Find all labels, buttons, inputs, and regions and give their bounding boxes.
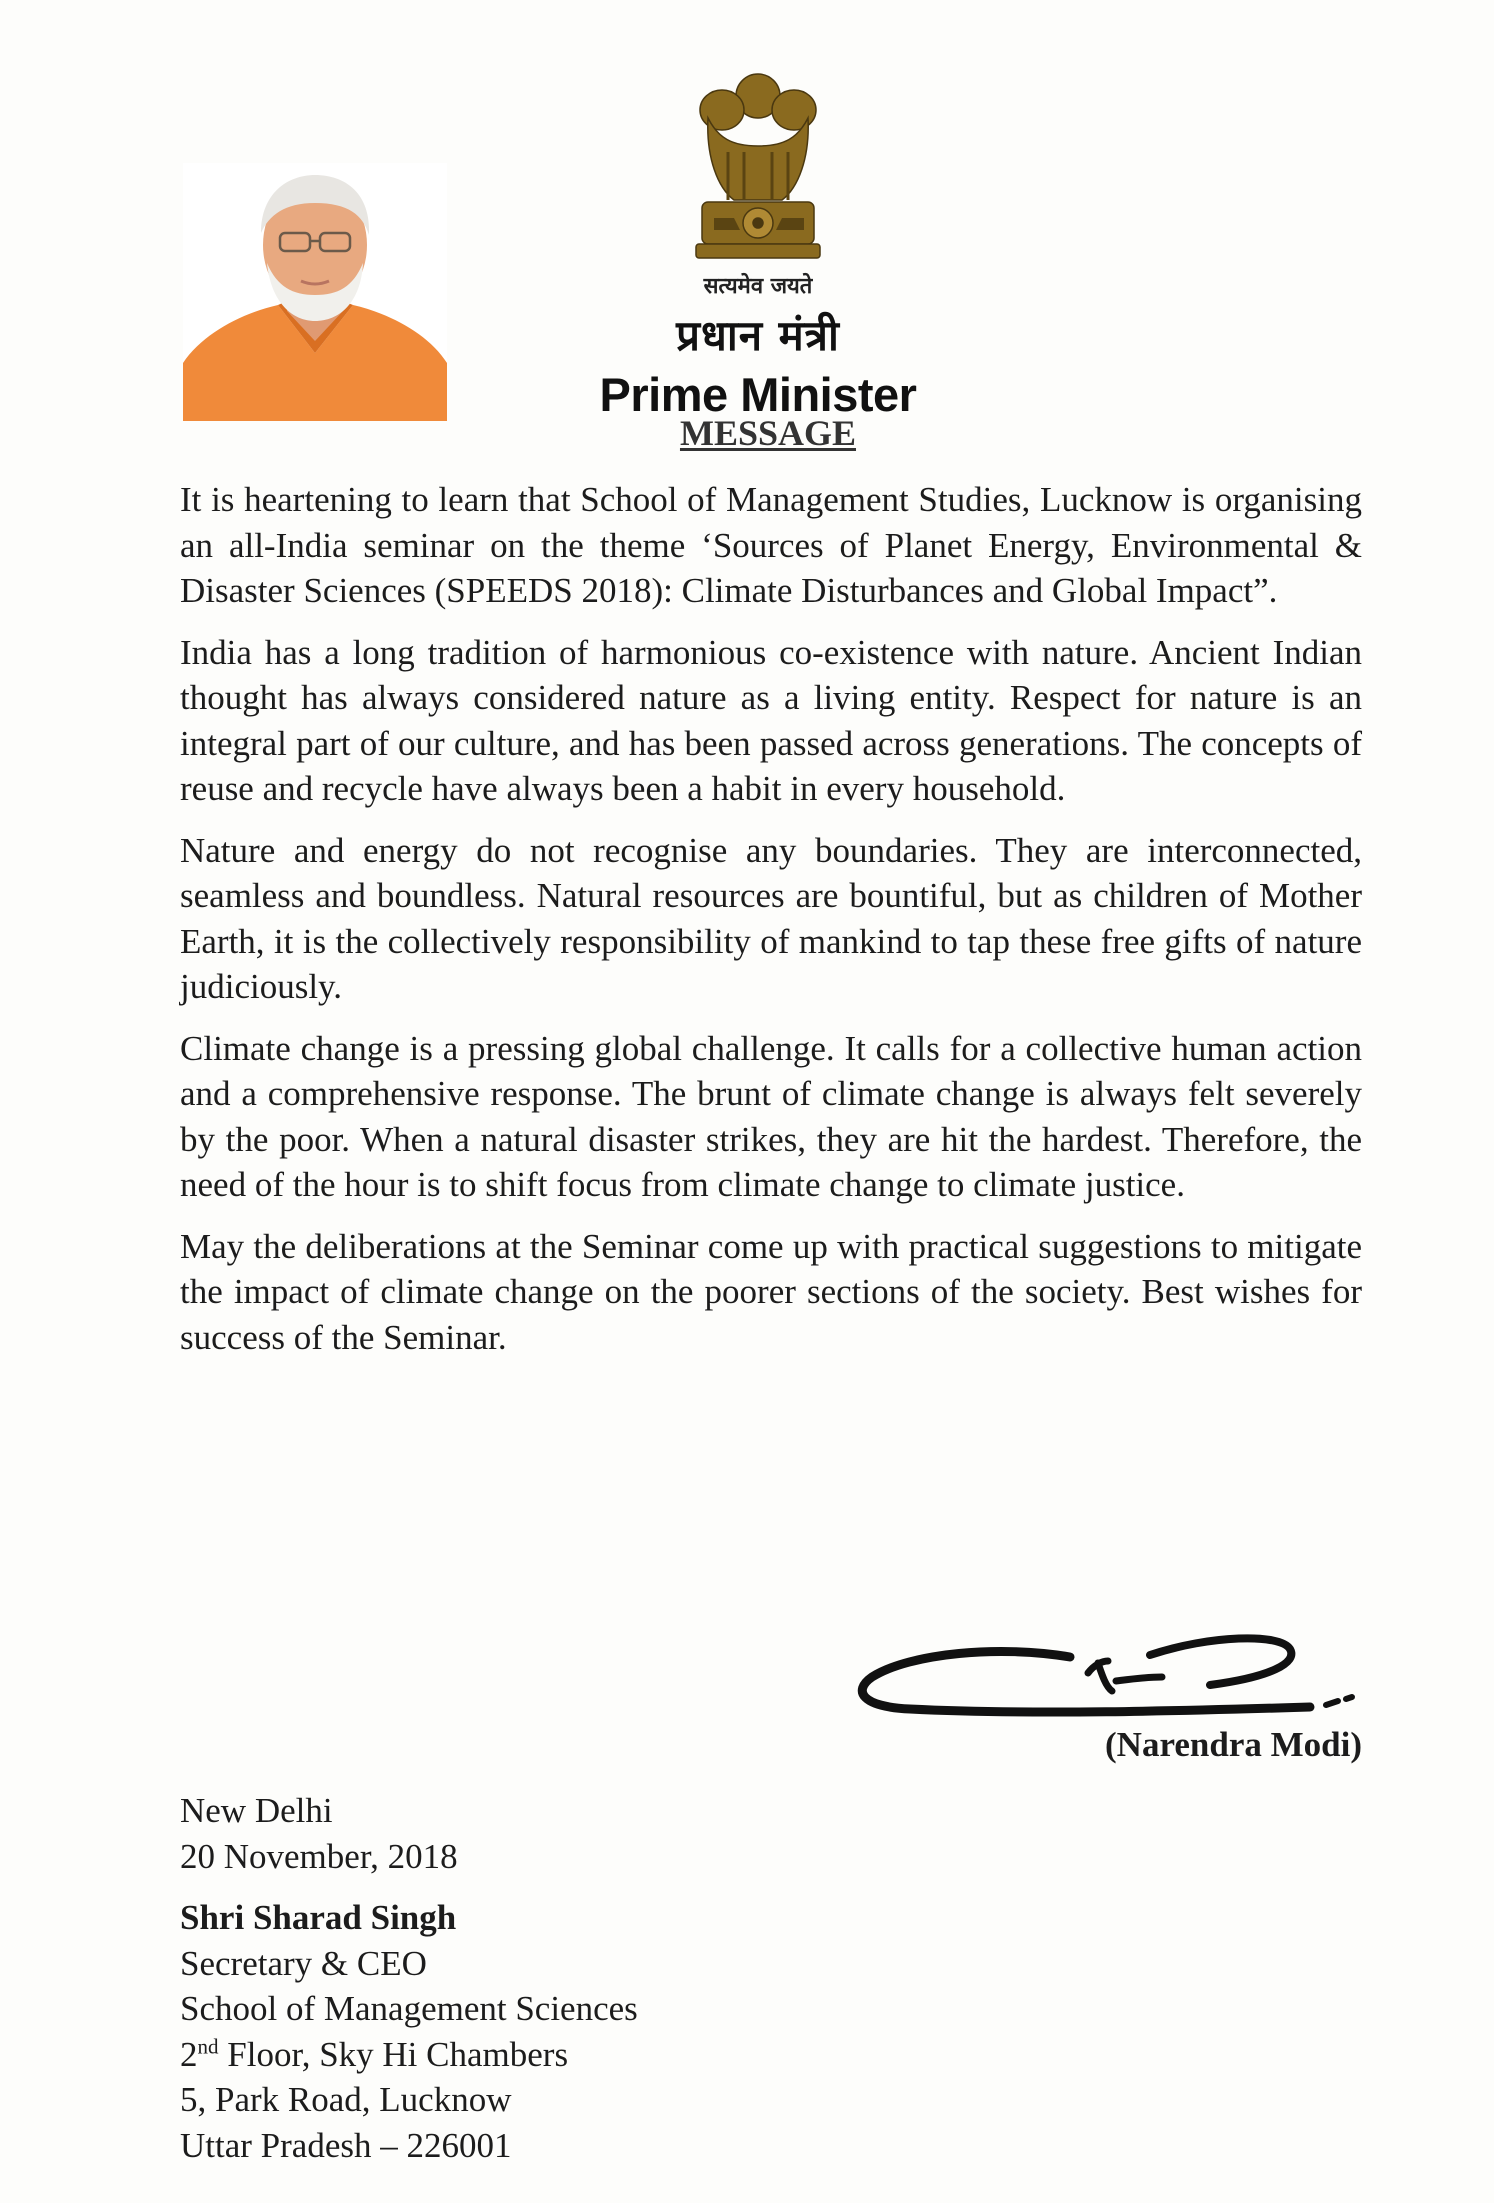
recipient-floor (180, 2032, 980, 2078)
message-heading: MESSAGE (679, 413, 857, 453)
floor-rest: Floor, Sky Hi Chambers (218, 2034, 569, 2074)
recipient-designation: Secretary & CEO (180, 1943, 427, 1983)
hindi-office-title: प्रधान मंत्री (676, 311, 840, 360)
floor-number: 2 (180, 2034, 198, 2074)
handwritten-signature (850, 1615, 1360, 1725)
national-emblem (688, 68, 828, 278)
paragraph-1: It is heartening to learn that School of Management Studies, Lucknow is organising an all-India seminar on the theme ‘Sources of Planet Energy, Environmental & Disaster Sciences (SPEEDS 2018): Climate Disturbances and Global Impact”. (180, 480, 1362, 610)
paragraph-2: India has a long tradition of harmonious co-existence with nature. Ancient Indian thought has always considered nature as a living entity. Respect for nature is an integral part of our culture, and has been passed across generations. The concepts of reuse and recycle have always been a habit in every household. (180, 632, 1362, 808)
floor-suffix: nd (197, 2033, 219, 2058)
message-body (180, 477, 1362, 1376)
date: 20 November, 2018 (180, 1836, 458, 1876)
emblem-motto: सत्यमेव जयते (703, 274, 813, 299)
signatory-name: (Narendra Modi) (1105, 1725, 1362, 1764)
paragraph-5: May the deliberations at the Seminar come up with practical suggestions to mitigate the impact of climate change on the poorer sections of the society. Best wishes for success of the Seminar. (180, 1226, 1362, 1357)
office-title: Prime Minister (599, 368, 917, 421)
recipient-name: Shri Sharad Singh (180, 1898, 457, 1937)
recipient-organisation: School of Management Sciences (180, 1989, 638, 2028)
recipient-address (180, 1895, 980, 2168)
paragraph-4: Climate change is a pressing global challenge. It calls for a collective human action and a comprehensive response. The brunt of climate change is always felt severely by the poor. When a natural disaster strikes, they are hit the hardest. Therefore, the need of the hour is to shift focus from climate change to climate justice. (180, 1028, 1362, 1204)
paragraph-3: Nature and energy do not recognise any boundaries. They are interconnected, seamless and boundless. Natural resources are bountiful, but as children of Mother Earth, it is the collectively responsibility of mankind to tap these free gifts of nature judiciously. (180, 830, 1362, 1006)
place-date-block (180, 1788, 880, 1879)
place: New Delhi (180, 1791, 333, 1830)
recipient-state-pin: Uttar Pradesh – 226001 (180, 2125, 512, 2165)
portrait-photo (183, 163, 447, 421)
recipient-street: 5, Park Road, Lucknow (180, 2080, 512, 2119)
